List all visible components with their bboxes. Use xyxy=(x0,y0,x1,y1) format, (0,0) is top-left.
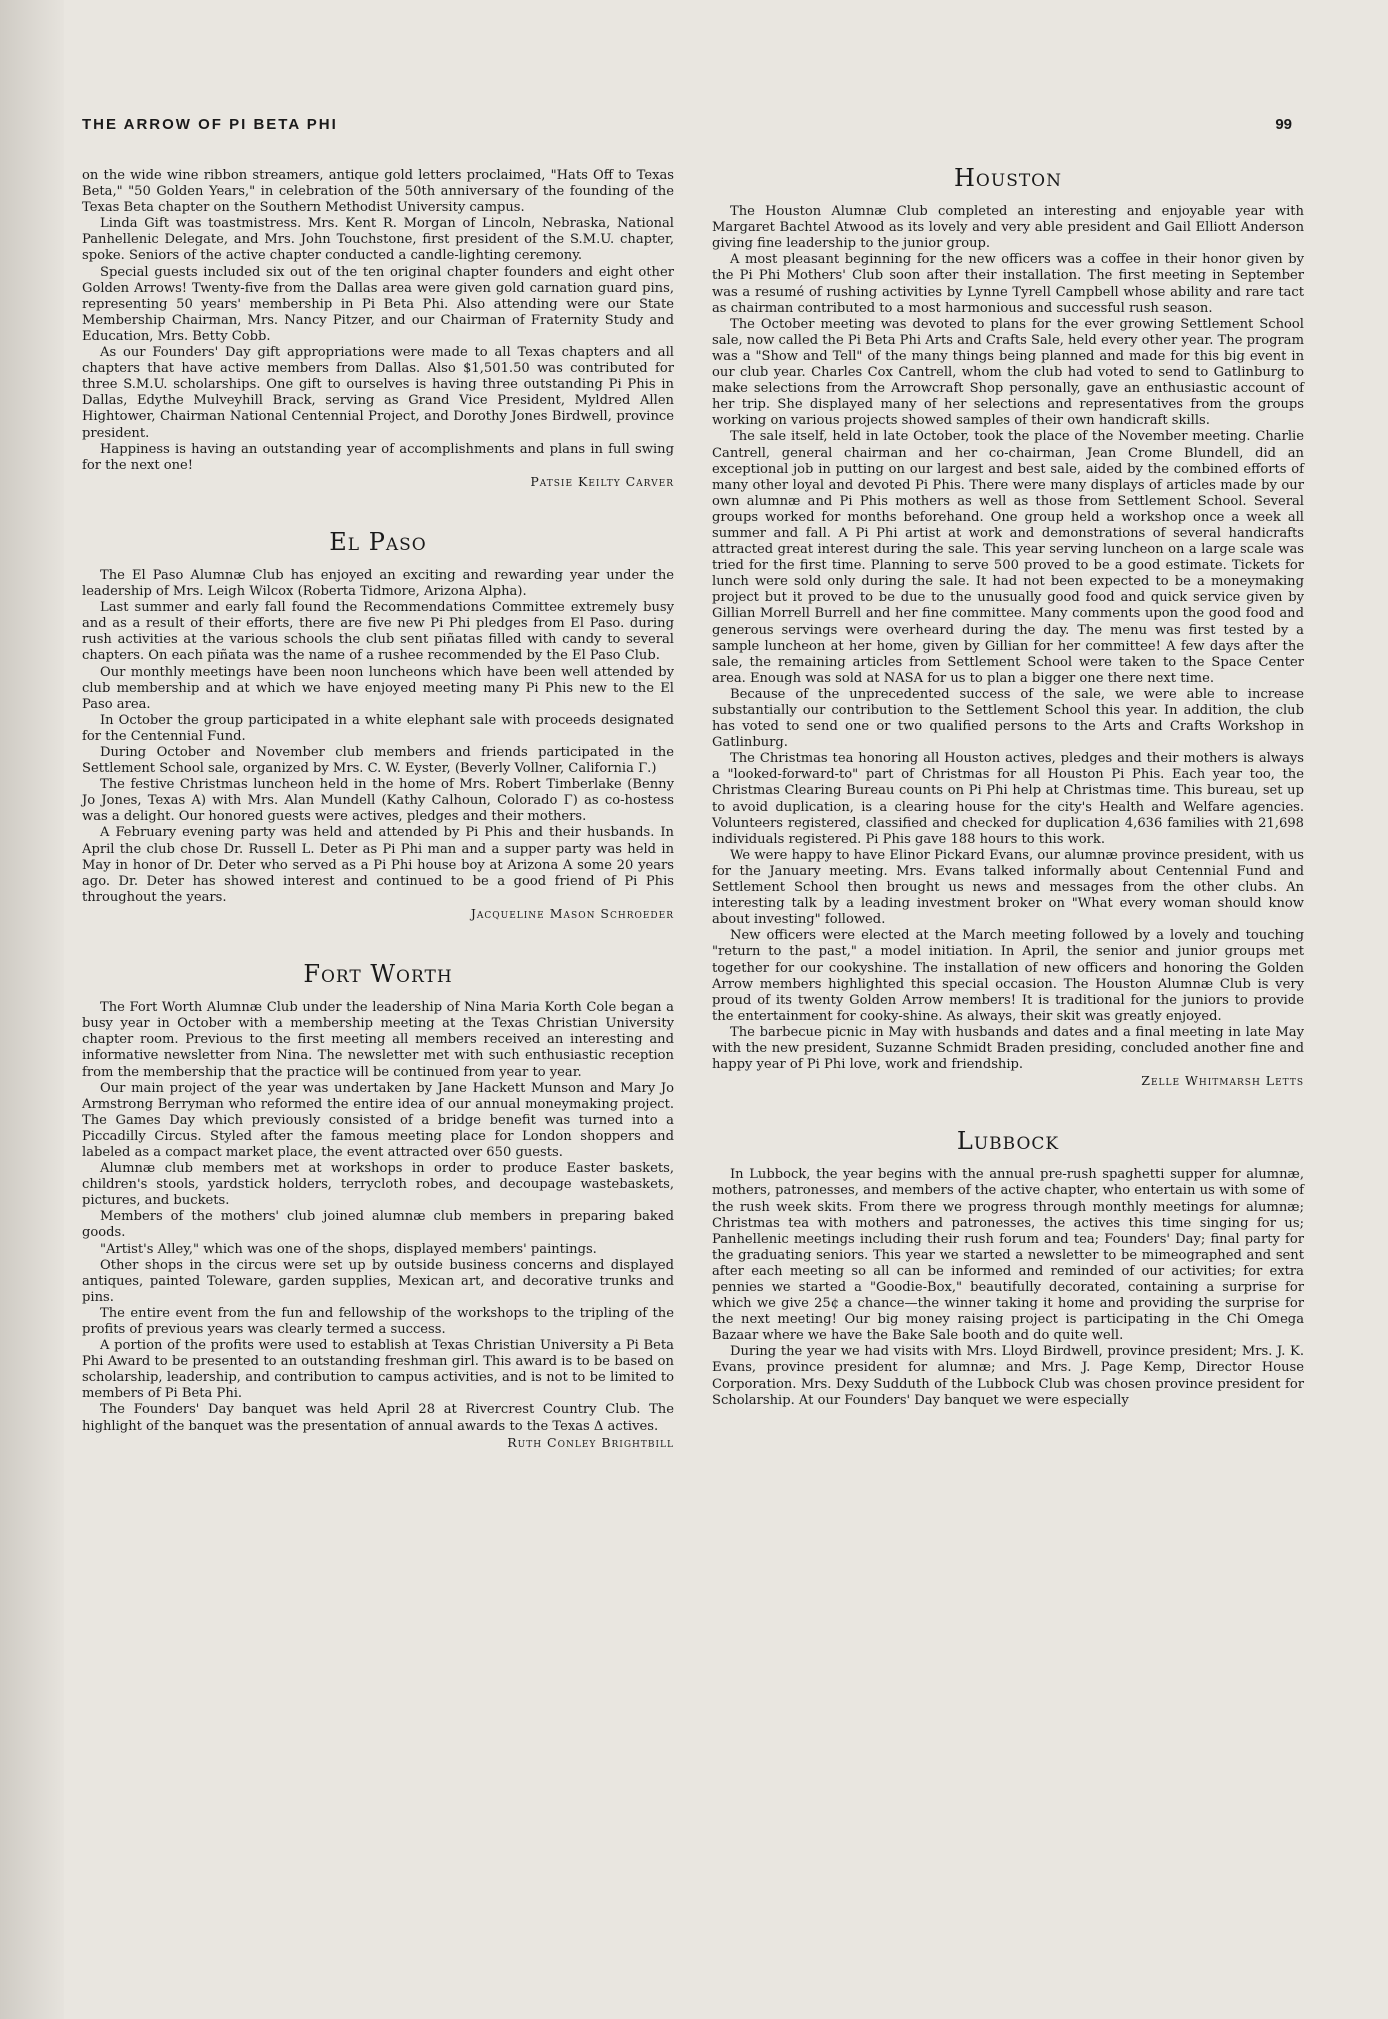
page-header xyxy=(82,116,1292,140)
section-houston xyxy=(712,164,1304,1089)
signature: Ruth Conley Brightbill xyxy=(507,1434,674,1450)
paragraph: "Artist's Alley," which was one of the shops, displayed members' paintings. xyxy=(100,1241,597,1257)
section-title: Fort Worth xyxy=(303,960,453,989)
right-column xyxy=(712,164,1304,1409)
section-title: Houston xyxy=(954,164,1062,192)
paragraph: The Christmas tea honoring all Houston actives, pledges and their mothers is always a "looked-forward-to" part of Christmas for all Houston Pi Phis. Each year too, the Christmas Clearing Bureau counts on Pi Phi help at Christmas time. This bureau, set up to avoid duplication, is a clearing house for the city's Health and Welfare agencies. Volunteers registered, classified and checked for duplication 4,636 families with 21,698 individuals registered. Pi Phis gave 188 hours to this work. xyxy=(712,751,1304,847)
paragraph: Alumnæ club members met at workshops in order to produce Easter baskets, children's stools, yardstick holders, terrycloth robes, and decoupage wastebaskets, pictures, and buckets. xyxy=(82,1161,674,1209)
paragraph: In Lubbock, the year begins with the annual pre-rush spaghetti supper for alumnæ, mothers, patronesses, and members of the active chapter, who entertain us with some of the rush week skits. From there we progress through monthly meetings for alumnæ; Christmas tea with mothers and patronesses, the actives this time singing for us; Panhellenic meetings including their rush forum and tea; Founders' Day; final party for the graduating seniors. This year we started a newsletter to be mimeographed and sent after each meeting so all can be informed and reminded of our activities; for extra pennies we started a "Goodie-Box," beautifully decorated, containing a surprise for which we give 25¢ a chance—the winner taking it home and providing the surprise for the next meeting! Our big money raising project is participating in the Chi Omega Bazaar where we have the Bake Sale booth and do quite well. xyxy=(712,1167,1304,1344)
paragraph: As our Founders' Day gift appropriations were made to all Texas chapters and all chapters that have active members from Dallas. Also $1,501.50 was contributed for three S.M.U. scholarships. One gift to ourselves is having three outstanding Pi Phis in Dallas, Edythe Mulveyhill Brack, serving as Grand Vice President, Myldred Allen Hightower, Chairman National Centennial Project, and Dorothy Jones Birdwell, province president. xyxy=(82,345,674,441)
paragraph: In October the group participated in a white elephant sale with proceeds designated for the Centennial Fund. xyxy=(82,712,674,744)
paragraph: The entire event from the fun and fellowship of the workshops to the tripling of the profits of previous years was clearly termed a success. xyxy=(82,1305,674,1337)
section-title: El Paso xyxy=(329,527,427,556)
paragraph: During the year we had visits with Mrs. Lloyd Birdwell, province president; Mrs. J. K. Evans, province president for alumnæ; and Mrs. J. Page Kemp, Director House Corporation. Mrs. Dexy Sudduth of the Lubbock Club was chosen province president for Scholarship. At our Founders' Day banquet we were especially xyxy=(712,1344,1304,1408)
signature: Jacqueline Mason Schroeder xyxy=(470,905,674,921)
scan-edge xyxy=(0,0,64,2019)
paragraph: Other shops in the circus were set up by outside business concerns and displayed antiques, painted Toleware, garden supplies, Mexican art, and decorative trunks and pins. xyxy=(82,1257,674,1305)
paragraph: Happiness is having an outstanding year of accomplishments and plans in full swing for the next one! xyxy=(82,441,674,473)
running-head: THE ARROW OF PI BETA PHI xyxy=(82,116,338,133)
paragraph: During October and November club members and friends participated in the Settlement School sale, organized by Mrs. C. W. Eyster, (Beverly Vollner, California Γ.) xyxy=(82,745,674,777)
section-fort-worth xyxy=(82,960,674,1451)
page-number: 99 xyxy=(1275,116,1292,133)
paragraph: Special guests included six out of the ten original chapter founders and eight other Golden Arrows! Twenty-five from the Dallas area were given gold carnation guard pins, representing 50 years' membership in Pi Beta Phi. Also attending were our State Membership Chairman, Mrs. Nancy Pitzer, and our Chairman of Fraternity Study and Education, Mrs. Betty Cobb. xyxy=(82,264,674,344)
section-el-paso xyxy=(82,527,674,922)
paragraph: Our main project of the year was undertaken by Jane Hackett Munson and Mary Jo Armstrong Berryman who reformed the entire idea of our annual moneymaking project. The Games Day which previously consisted of a bridge benefit was turned into a Piccadilly Circus. Styled after the famous meeting place for London shoppers and labeled as a compact market place, the event attracted over 650 guests. xyxy=(82,1080,674,1160)
paragraph: The October meeting was devoted to plans for the ever growing Settlement School sale, now called the Pi Beta Phi Arts and Crafts Sale, held every other year. The program was a "Show and Tell" of the many things being planned and made for this big event in our club year. Charles Cox Cantrell, whom the club had voted to send to Gatlinburg to make selections from the Arrowcraft Shop personally, gave an enthusiastic account of her trip. She displayed many of her selections and representatives from the groups working on various projects showed samples of their own handicraft skills. xyxy=(712,316,1304,429)
paragraph: The Fort Worth Alumnæ Club under the leadership of Nina Maria Korth Cole began a busy year in October with a membership meeting at the Texas Christian University chapter room. Previous to the first meeting all members received an interesting and informative newsletter from Nina. The newsletter met with such enthusiastic reception from the membership that the practice will be continued from year to year. xyxy=(82,1000,674,1080)
paragraph: The Houston Alumnæ Club completed an interesting and enjoyable year with Margaret Bachtel Atwood as its lovely and very able president and Gail Elliott Anderson giving fine leadership to the junior group. xyxy=(712,204,1304,252)
paragraph: A most pleasant beginning for the new officers was a coffee in their honor given by the Pi Phi Mothers' Club soon after their installation. The first meeting in September was a resumé of rushing activities by Lynne Tyrell Campbell whose ability and rare tact as chairman contributed to a most harmonious and successful rush season. xyxy=(712,252,1304,316)
section-continued xyxy=(82,168,674,490)
paragraph: on the wide wine ribbon streamers, antique gold letters proclaimed, "Hats Off to Texas Beta," "50 Golden Years," in celebration of the 50th anniversary of the founding of the Texas Beta chapter on the Southern Methodist University campus. xyxy=(82,168,674,216)
paragraph: A February evening party was held and attended by Pi Phis and their husbands. In April the club chose Dr. Russell L. Deter as Pi Phi man and a supper party was held in May in honor of Dr. Deter who served as a Pi Phi house boy at Arizona A some 20 years ago. Dr. Deter has showed interest and continued to be a good friend of Pi Phis throughout the years. xyxy=(82,825,674,905)
signature: Zelle Whitmarsh Letts xyxy=(1141,1073,1304,1089)
section-title: Lubbock xyxy=(956,1127,1060,1156)
section-lubbock xyxy=(712,1127,1304,1409)
paragraph: The El Paso Alumnæ Club has enjoyed an exciting and rewarding year under the leadership of Mrs. Leigh Wilcox (Roberta Tidmore, Arizona Alpha). xyxy=(82,567,674,600)
paragraph: Members of the mothers' club joined alumnæ club members in preparing baked goods. xyxy=(82,1209,674,1241)
paragraph: The barbecue picnic in May with husbands and dates and a final meeting in late May with the new president, Suzanne Schmidt Braden presiding, concluded another fine and happy year of Pi Phi love, work and friendship. xyxy=(712,1024,1304,1073)
paragraph: Our monthly meetings have been noon luncheons which have been well attended by club membership and at which we have enjoyed meeting many Pi Phis new to the El Paso area. xyxy=(82,664,674,712)
signature: Patsie Keilty Carver xyxy=(530,473,674,489)
paragraph: The festive Christmas luncheon held in the home of Mrs. Robert Timberlake (Benny Jo Jones, Texas A) with Mrs. Alan Mundell (Kathy Calhoun, Colorado Γ) as co-hostess was a delight. Our honored guests were actives, pledges and their mothers. xyxy=(82,777,674,825)
paragraph: The Founders' Day banquet was held April 28 at Rivercrest Country Club. The highlight of the banquet was the presentation of annual awards to the Texas Δ actives. xyxy=(82,1402,674,1434)
paragraph: Linda Gift was toastmistress. Mrs. Kent R. Morgan of Lincoln, Nebraska, National Panhellenic Delegate, and Mrs. John Touchstone, first president of the S.M.U. chapter, spoke. Seniors of the active chapter conducted a candle-lighting ceremony. xyxy=(82,216,674,264)
paragraph: Because of the unprecedented success of the sale, we were able to increase substantially our contribution to the Settlement School this year. In addition, the club has voted to send one or two qualified persons to the Arts and Crafts Workshop in Gatlinburg. xyxy=(712,686,1304,751)
paragraph: Last summer and early fall found the Recommendations Committee extremely busy and as a result of their efforts, there are five new Pi Phi pledges from El Paso. during rush activities at the various schools the club sent piñatas filled with candy to several chapters. On each piñata was the name of a rushee recommended by the El Paso Club. xyxy=(82,600,674,664)
left-column xyxy=(82,168,674,1451)
paragraph: New officers were elected at the March meeting followed by a lovely and touching "return to the past," a model initiation. In April, the senior and junior groups met together for our cookyshine. The installation of new officers and honoring the Golden Arrow members highlighted this special occasion. The Houston Alumnæ Club is very proud of its twenty Golden Arrow members! It is traditional for the juniors to provide the entertainment for cooky-shine. As always, their skit was greatly enjoyed. xyxy=(712,928,1304,1024)
paragraph: We were happy to have Elinor Pickard Evans, our alumnæ province president, with us for the January meeting. Mrs. Evans talked informally about Centennial Fund and Settlement School then brought us news and messages from the other clubs. An interesting talk by a leading investment broker on "What every woman should know about investing" followed. xyxy=(712,847,1304,928)
paragraph: The sale itself, held in late October, took the place of the November meeting. Charlie Cantrell, general chairman and her co-chairman, Jean Crome Blundell, did an exceptional job in putting on our largest and best sale, aided by the combined efforts of many other loyal and devoted Pi Phis. There were many displays of articles made by our own alumnæ and Pi Phis mothers as well as those from Settlement School. Several groups worked for months beforehand. One group held a workshop once a week all summer and fall. A Pi Phi artist at work and demonstrations of several handicrafts attracted great interest during the sale. This year serving luncheon on a large scale was tried for the first time. Planning to serve 500 proved to be a good estimate. Tickets for lunch were sold only during the sale. It had not been expected to be a moneymaking project but it proved to be due to the unusually good food and quick service given by Gillian Morrell Burrell and her fine committee. Many comments upon the good food and generous servings were overheard during the day. The menu was first tested by a sample luncheon at her home, given by Gillian for her committee! A few days after the sale, the remaining articles from Settlement School were taken to the Space Center area. Enough was sold at NASA for us to plan a bigger one there next time. xyxy=(712,429,1304,686)
paragraph: A portion of the profits were used to establish at Texas Christian University a Pi Beta Phi Award to be presented to an outstanding freshman girl. This award is to be based on scholarship, leadership, and contribution to campus activities, and is not to be limited to members of Pi Beta Phi. xyxy=(82,1338,674,1402)
